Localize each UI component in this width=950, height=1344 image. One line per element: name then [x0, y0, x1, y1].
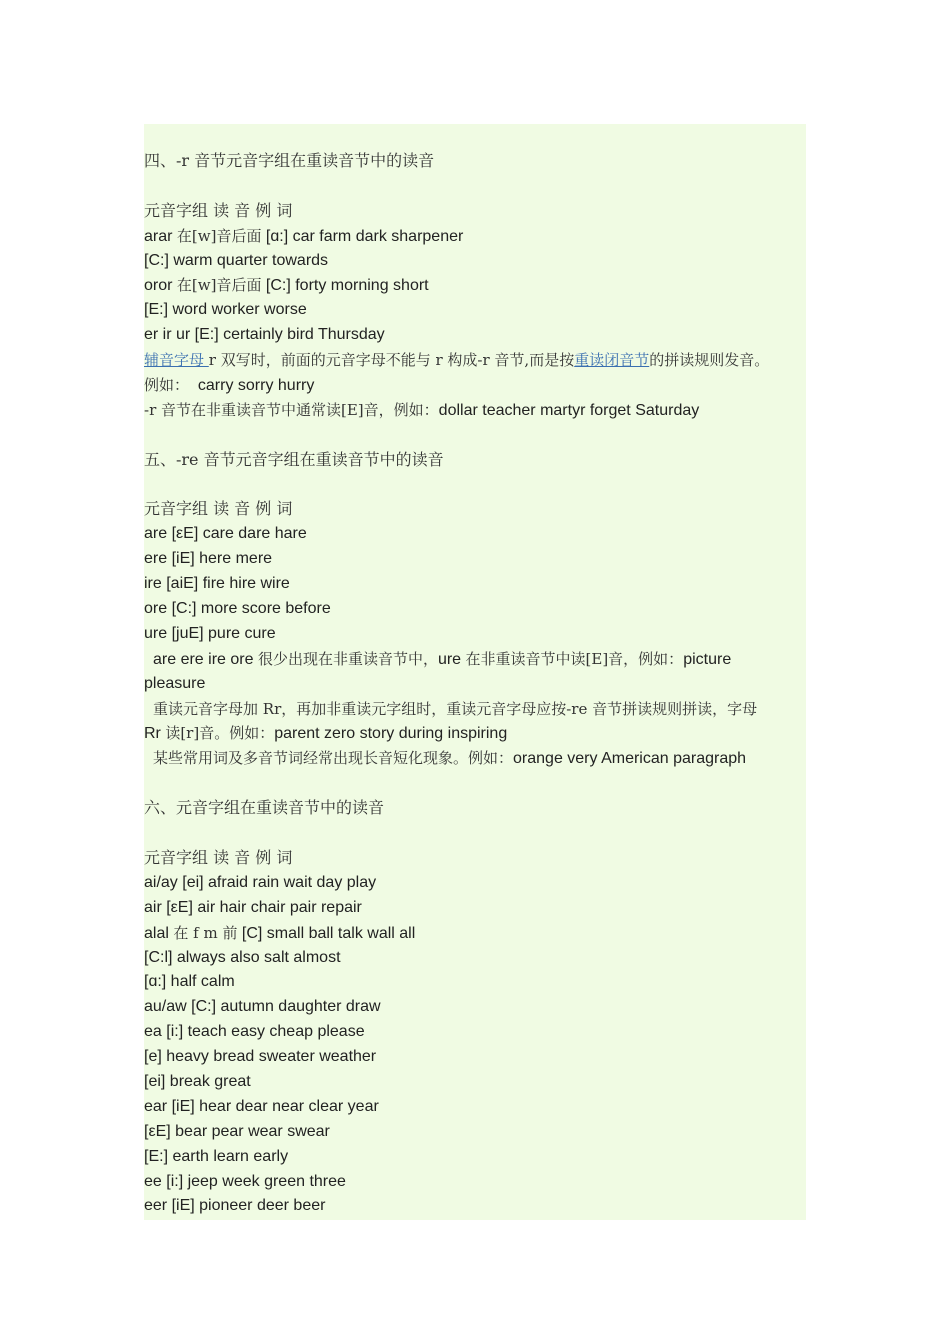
table-row: ai/ay [ei] afraid rain wait day play [144, 873, 377, 891]
section5-note1: are ere ire ore 很少出现在非重读音节中，ure 在非重读音节中读[E]音，例如：picture [153, 649, 732, 668]
table-row: er ir ur [E:] certainly bird Thursday [144, 326, 385, 344]
table-row: au/aw [C:] autumn daughter draw [144, 998, 381, 1016]
section5-note1-cont: pleasure [144, 674, 206, 692]
section4-heading: 四、-r 音节元音字组在重读音节中的读音 [144, 151, 435, 170]
section5-table-header: 元音字组 读 音 例 词 [144, 499, 293, 519]
section6-table-header: 元音字组 读 音 例 词 [144, 847, 293, 867]
table-row: ire [aiE] fire hire wire [144, 575, 290, 593]
section5-note3: 某些常用词及多音节词经常出现长音短化现象。例如：orange very American paragraph [153, 749, 747, 768]
table-row: [C:l] always also salt almost [144, 948, 341, 966]
table-row: [ɑ:] half calm [144, 973, 235, 991]
table-row: eer [iE] pioneer deer beer [144, 1197, 326, 1215]
table-row: [C:] warm quarter towards [144, 251, 329, 269]
stressed-closed-syllable-link[interactable]: 重读闭音节 [574, 351, 650, 370]
spacer [144, 473, 834, 498]
table-row: ee [i:] jeep week green three [144, 1172, 346, 1190]
table-row: [ei] break great [144, 1072, 251, 1090]
section4-table-header: 元音字组 读 音 例 词 [144, 200, 293, 220]
section5-note2: 重读元音字母加 Rr，再加非重读元字组时，重读元音字母应按-re 音节拼读规则拼读，字母 [153, 699, 758, 718]
document-content [144, 149, 834, 1219]
table-row: [E:] word worker worse [144, 301, 307, 319]
table-row: are [εE] care dare hare [144, 525, 307, 543]
table-row: ure [juE] pure cure [144, 624, 276, 642]
section6-heading: 六、元音字组在重读音节中的读音 [144, 798, 385, 818]
table-row: ore [C:] more score before [144, 600, 331, 618]
table-row: [εE] bear pear wear swear [144, 1122, 330, 1140]
table-row: oror 在[w]音后面 [C:] forty morning short [144, 276, 429, 295]
table-row: ea [i:] teach easy cheap please [144, 1023, 365, 1041]
table-row: ear [iE] hear dear near clear year [144, 1097, 379, 1115]
table-row: air [εE] air hair chair pair repair [144, 898, 362, 916]
spacer [144, 174, 834, 199]
table-row: [e] heavy bread sweater weather [144, 1048, 377, 1066]
section4-example: 例如： carry sorry hurry [144, 376, 315, 395]
spacer [144, 771, 834, 796]
spacer [144, 821, 834, 846]
section4-note2: -r 音节在非重读音节中通常读[E]音，例如：dollar teacher martyr forget Saturday [144, 400, 700, 419]
table-row: alal 在 f m 前 [C] small ball talk wall all [144, 923, 416, 942]
table-row: arar 在[w]音后面 [ɑ:] car farm dark sharpener [144, 226, 464, 245]
section5-heading: 五、-re 音节元音字组在重读音节中的读音 [144, 449, 444, 469]
table-row: [E:] earth learn early [144, 1147, 289, 1165]
table-row: ere [iE] here mere [144, 550, 273, 568]
section4-note1: 辅音字母 r 双写时，前面的元音字母不能与 r 构成-r 音节,而是按重读闭音节的拼读规则发音。 [144, 351, 770, 370]
consonant-letter-link[interactable]: 辅音字母 [144, 351, 209, 370]
spacer [144, 423, 834, 448]
section5-note2-cont: Rr 读[r]音。例如：parent zero story during inspiring [144, 724, 508, 743]
